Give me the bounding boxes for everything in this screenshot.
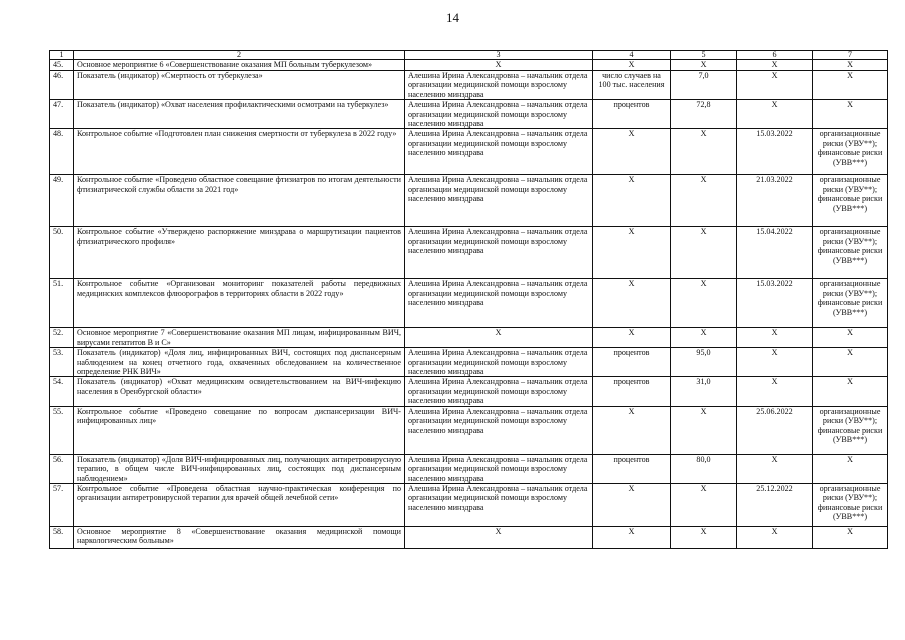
table-row [50, 328, 888, 348]
table-row [50, 71, 888, 100]
date-cell: X [737, 454, 813, 483]
responsible-cell: Алешина Ирина Александровна – начальник отдела организации медицинской помощи взрослому населению минздрава [405, 100, 593, 129]
row-number-cell: 49. [50, 175, 74, 227]
table-row [50, 227, 888, 279]
unit-cell: процентов [593, 348, 671, 377]
table-row [50, 100, 888, 129]
value-cell: 7,0 [671, 71, 737, 100]
date-cell: X [737, 377, 813, 406]
risk-cell: организационные риски (УВУ**); финансовые риски (УВВ***) [813, 129, 888, 175]
description-cell: Основное мероприятие 7 «Совершенствование оказания МП лицам, инфицированным ВИЧ, вирусами гепатитов В и С» [74, 328, 405, 348]
responsible-cell: Алешина Ирина Александровна – начальник отдела организации медицинской помощи взрослому населению минздрава [405, 71, 593, 100]
date-cell: X [737, 328, 813, 348]
column-number-cell: 7 [813, 51, 888, 60]
table-row [50, 377, 888, 406]
table-body [50, 51, 888, 549]
risk-cell: организационные риски (УВУ**); финансовые риски (УВВ***) [813, 406, 888, 454]
responsible-cell: Алешина Ирина Александровна – начальник отдела организации медицинской помощи взрослому населению минздрава [405, 227, 593, 279]
row-number-cell: 51. [50, 279, 74, 328]
plan-table [49, 50, 888, 549]
value-cell: X [671, 60, 737, 71]
row-number-cell: 45. [50, 60, 74, 71]
risk-cell: X [813, 60, 888, 71]
responsible-cell: Алешина Ирина Александровна – начальник отдела организации медицинской помощи взрослому населению минздрава [405, 483, 593, 526]
value-cell: X [671, 175, 737, 227]
unit-cell: процентов [593, 454, 671, 483]
row-number-cell: 54. [50, 377, 74, 406]
date-cell: X [737, 526, 813, 548]
unit-cell: процентов [593, 100, 671, 129]
value-cell: X [671, 279, 737, 328]
row-number-cell: 55. [50, 406, 74, 454]
unit-cell: X [593, 129, 671, 175]
date-cell: 15.03.2022 [737, 129, 813, 175]
date-cell: 25.06.2022 [737, 406, 813, 454]
description-cell: Контрольное событие «Организован мониторинг показателей работы передвижных медицинских комплексов флюорографов в территориях области в 2022 году» [74, 279, 405, 328]
date-cell: 15.04.2022 [737, 227, 813, 279]
description-cell: Показатель (индикатор) «Охват медицинским освидетельствованием на ВИЧ-инфекцию населения в Оренбургской области» [74, 377, 405, 406]
row-number-cell: 46. [50, 71, 74, 100]
date-cell: X [737, 348, 813, 377]
table-row [50, 175, 888, 227]
unit-cell: X [593, 60, 671, 71]
responsible-cell: X [405, 526, 593, 548]
description-cell: Показатель (индикатор) «Доля лиц, инфицированных ВИЧ, состоящих под диспансерным наблюдением на конец отчетного года, охваченных обследованием на количественное определение РНК ВИЧ» [74, 348, 405, 377]
value-cell: X [671, 227, 737, 279]
row-number-cell: 50. [50, 227, 74, 279]
description-cell: Контрольное событие «Проведено совещание по вопросам диспансеризации ВИЧ-инфицированных лиц» [74, 406, 405, 454]
value-cell: 72,8 [671, 100, 737, 129]
column-number-cell: 6 [737, 51, 813, 60]
row-number-cell: 58. [50, 526, 74, 548]
column-number-cell: 2 [74, 51, 405, 60]
column-number-cell: 3 [405, 51, 593, 60]
value-cell: X [671, 129, 737, 175]
row-number-cell: 52. [50, 328, 74, 348]
table-row [50, 406, 888, 454]
value-cell: X [671, 526, 737, 548]
responsible-cell: Алешина Ирина Александровна – начальник отдела организации медицинской помощи взрослому населению минздрава [405, 377, 593, 406]
column-number-row [50, 51, 888, 60]
row-number-cell: 56. [50, 454, 74, 483]
risk-cell: X [813, 454, 888, 483]
unit-cell: X [593, 406, 671, 454]
unit-cell: процентов [593, 377, 671, 406]
description-cell: Основное мероприятие 8 «Совершенствование оказания медицинской помощи наркологическим больным» [74, 526, 405, 548]
risk-cell: X [813, 71, 888, 100]
unit-cell: число случаев на 100 тыс. населения [593, 71, 671, 100]
unit-cell: X [593, 175, 671, 227]
value-cell: 31,0 [671, 377, 737, 406]
risk-cell: X [813, 377, 888, 406]
column-number-cell: 4 [593, 51, 671, 60]
column-number-cell: 1 [50, 51, 74, 60]
description-cell: Контрольное событие «Подготовлен план снижения смертности от туберкулеза в 2022 году» [74, 129, 405, 175]
table-row [50, 279, 888, 328]
row-number-cell: 47. [50, 100, 74, 129]
risk-cell: организационные риски (УВУ**); финансовые риски (УВВ***) [813, 175, 888, 227]
unit-cell: X [593, 483, 671, 526]
table-row [50, 60, 888, 71]
responsible-cell: Алешина Ирина Александровна – начальник отдела организации медицинской помощи взрослому населению минздрава [405, 279, 593, 328]
unit-cell: X [593, 328, 671, 348]
responsible-cell: X [405, 60, 593, 71]
risk-cell: X [813, 100, 888, 129]
date-cell: X [737, 60, 813, 71]
risk-cell: X [813, 328, 888, 348]
column-number-cell: 5 [671, 51, 737, 60]
date-cell: 15.03.2022 [737, 279, 813, 328]
date-cell: X [737, 100, 813, 129]
description-cell: Показатель (индикатор) «Охват населения профилактическими осмотрами на туберкулез» [74, 100, 405, 129]
responsible-cell: Алешина Ирина Александровна – начальник отдела организации медицинской помощи взрослому населению минздрава [405, 175, 593, 227]
page-number: 14 [446, 10, 459, 25]
risk-cell: X [813, 348, 888, 377]
row-number-cell: 57. [50, 483, 74, 526]
responsible-cell: Алешина Ирина Александровна – начальник отдела организации медицинской помощи взрослому населению минздрава [405, 454, 593, 483]
table-row [50, 129, 888, 175]
description-cell: Показатель (индикатор) «Доля ВИЧ-инфицированных лиц, получающих антиретровирусную терапию, в общем числе ВИЧ-инфицированных лиц, состоящих под диспансерным наблюдением» [74, 454, 405, 483]
responsible-cell: Алешина Ирина Александровна – начальник отдела организации медицинской помощи взрослому населению минздрава [405, 348, 593, 377]
description-cell: Показатель (индикатор) «Смертность от туберкулеза» [74, 71, 405, 100]
unit-cell: X [593, 279, 671, 328]
table-row [50, 348, 888, 377]
unit-cell: X [593, 526, 671, 548]
value-cell: 80,0 [671, 454, 737, 483]
risk-cell: организационные риски (УВУ**); финансовые риски (УВВ***) [813, 483, 888, 526]
date-cell: 25.12.2022 [737, 483, 813, 526]
row-number-cell: 48. [50, 129, 74, 175]
description-cell: Основное мероприятие 6 «Совершенствование оказания МП больным туберкулезом» [74, 60, 405, 71]
risk-cell: организационные риски (УВУ**); финансовые риски (УВВ***) [813, 227, 888, 279]
description-cell: Контрольное событие «Проведена областная научно-практическая конференция по организации антиретровирусной терапии для врачей общей лечебной сети» [74, 483, 405, 526]
responsible-cell: Алешина Ирина Александровна – начальник отдела организации медицинской помощи взрослому населению минздрава [405, 129, 593, 175]
description-cell: Контрольное событие «Утверждено распоряжение минздрава о маршрутизации пациентов фтизиатрического профиля» [74, 227, 405, 279]
risk-cell: X [813, 526, 888, 548]
row-number-cell: 53. [50, 348, 74, 377]
risk-cell: организационные риски (УВУ**); финансовые риски (УВВ***) [813, 279, 888, 328]
value-cell: X [671, 483, 737, 526]
value-cell: 95,0 [671, 348, 737, 377]
table-row [50, 526, 888, 548]
value-cell: X [671, 406, 737, 454]
date-cell: 21.03.2022 [737, 175, 813, 227]
unit-cell: X [593, 227, 671, 279]
responsible-cell: Алешина Ирина Александровна – начальник отдела организации медицинской помощи взрослому населению минздрава [405, 406, 593, 454]
date-cell: X [737, 71, 813, 100]
table-row [50, 483, 888, 526]
value-cell: X [671, 328, 737, 348]
description-cell: Контрольное событие «Проведено областное совещание фтизиатров по итогам деятельности фтизиатрической службы области за 2021 год» [74, 175, 405, 227]
table-row [50, 454, 888, 483]
responsible-cell: X [405, 328, 593, 348]
